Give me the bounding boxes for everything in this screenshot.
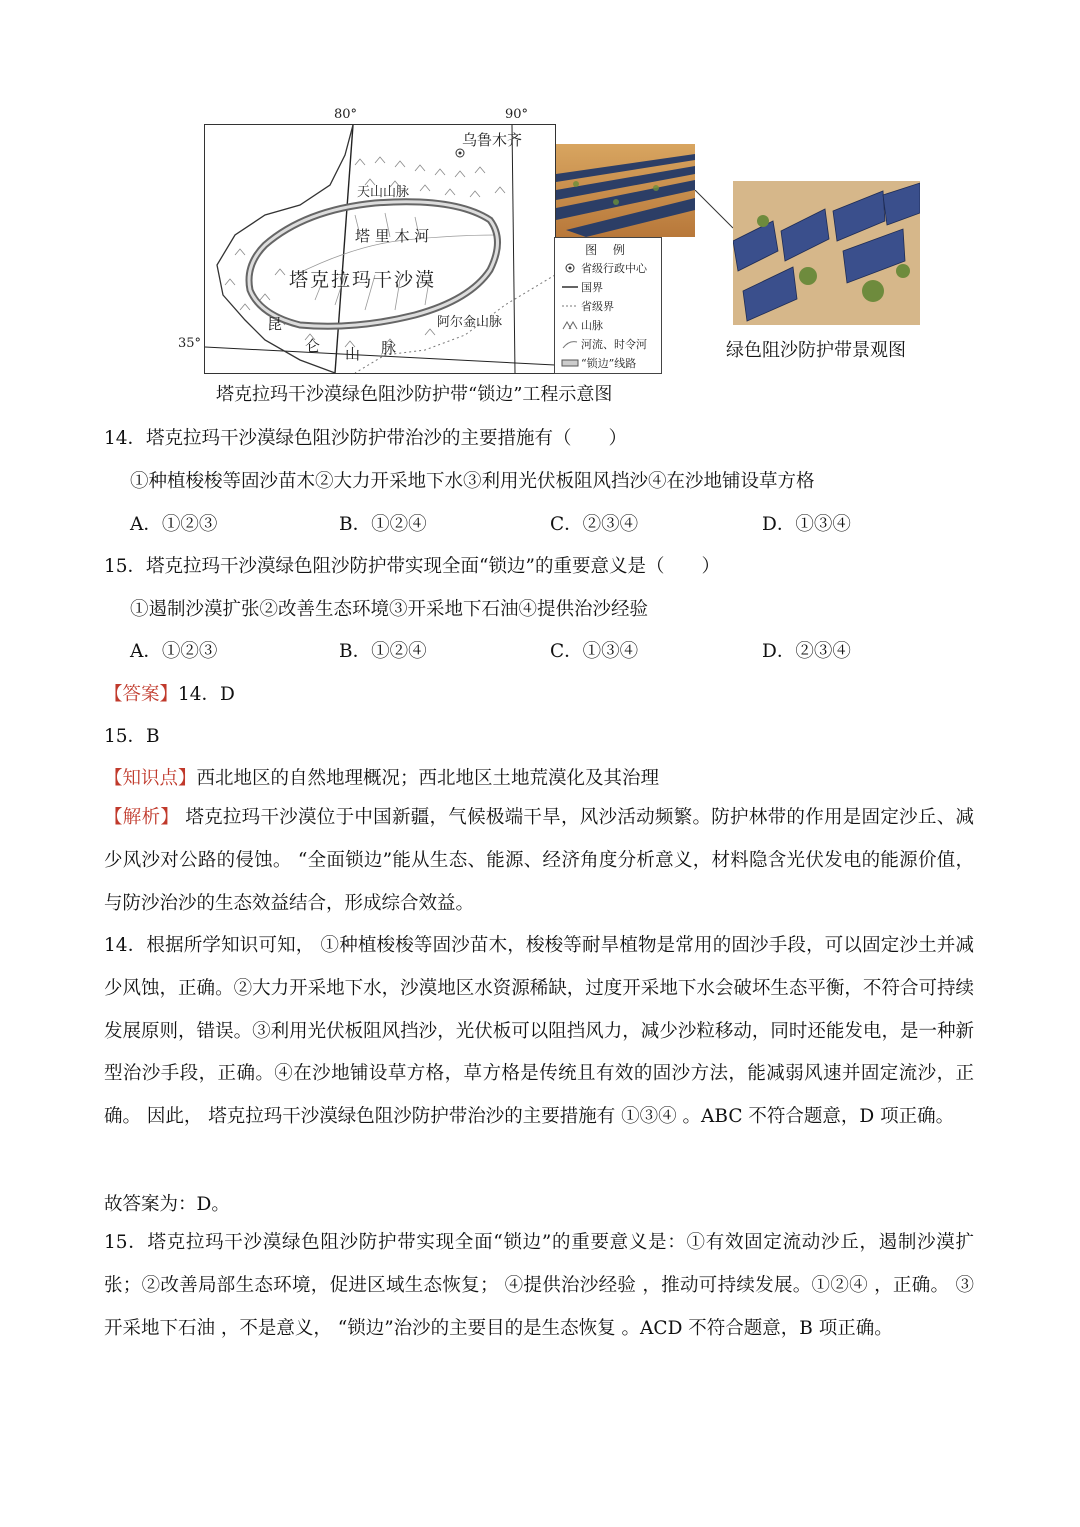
q15-option-b: B．①②④: [339, 641, 427, 662]
legend-item-river: [555, 334, 661, 353]
q15-option-a: A．①②③: [130, 641, 218, 662]
legend-label: 山脉: [581, 318, 603, 332]
analysis-q14: 14．根据所学知识可知， ①种植梭梭等固沙苗木，梭梭等耐旱植物是常用的固沙手段，可以固定沙土并减少风蚀，正确。②大力开采地下水，沙漠地区水资源稀缺，过度开采地下水会破坏生态平衡，不符合可持续发展原则，错误。③利用光伏板阻风挡沙，光伏板可以阻挡风力，减少沙粒移动，同时还能发电，是一种新型治沙手段，正确。④在沙地铺设草方格，草方格是传统且有效的固沙方法，能减弱风速并固定流沙，正确。 因此， 塔克拉玛干沙漠绿色阻沙防护带治沙的主要措施有 ①③④ 。ABC 不符合题意，D 项正确。: [104, 935, 974, 1128]
altun-label: 阿尔金山脉: [437, 315, 503, 330]
legend-item-national-border: [555, 277, 661, 296]
river-legend-icon: [559, 338, 581, 350]
meridian-80: [335, 125, 353, 373]
provincial-border-legend-icon: [559, 303, 581, 309]
meridian-90: [512, 125, 515, 373]
answer-tag: 【答案】: [104, 684, 179, 705]
map-legend: [554, 237, 662, 374]
solar-field-photo-large: [733, 181, 920, 325]
legend-label: “锁边”线路: [581, 356, 637, 370]
kunlun-char-1: 昆: [267, 315, 283, 333]
legend-item-mountain: [555, 315, 661, 334]
analysis-intro: [104, 797, 974, 925]
capital-legend-icon: [559, 262, 581, 274]
lock-route-legend-icon: [559, 359, 581, 367]
q15-stem: 15．塔克拉玛干沙漠绿色阻沙防护带实现全面“锁边”的重要意义是（ ）: [104, 556, 720, 577]
analysis-q15: 15．塔克拉玛干沙漠绿色阻沙防护带实现全面“锁边”的重要意义是：①有效固定流动沙丘，遏制沙漠扩张；②改善局部生态环境，促进区域生态恢复； ④提供治沙经验 ，推动可持续发展。①②④ ，正确。 ③ 开采地下石油 ，不是意义， “锁边”治沙的主要目的是生态恢复 。ACD 不符合题意，B 项正确。: [104, 1232, 974, 1339]
knowledge-line: [104, 764, 659, 790]
national-border: [217, 125, 353, 373]
lock-edge-route-inner: [249, 202, 498, 326]
legend-item-lock-route: [555, 353, 661, 372]
answer-line: [104, 680, 235, 706]
connector-line: [695, 190, 735, 230]
kunlun-char-2: 仑: [305, 337, 321, 355]
map-caption: 塔克拉玛干沙漠绿色阻沙防护带“锁边”工程示意图: [216, 384, 613, 405]
analysis-intro-text: 塔克拉玛干沙漠位于中国新疆，气候极端干旱，风沙活动频繁。防护林带的作用是固定沙丘、减少风沙对公路的侵蚀。 “全面锁边”能从生态、能源、经济角度分析意义，材料隐含光伏发电的能源价值，与防沙治沙的生态效益结合，形成综合效益。: [104, 807, 974, 914]
legend-item-capital: [555, 258, 661, 277]
legend-label: 国界: [581, 280, 603, 294]
latitude-35-label: 35°: [178, 336, 202, 351]
q15-option-d: D．②③④: [762, 641, 851, 662]
legend-label: 省级行政中心: [581, 261, 647, 275]
figure: [0, 0, 1080, 420]
parallel-35: [205, 347, 555, 365]
tianshan-label: 天山山脉: [357, 185, 410, 200]
mountain-legend-icon: [559, 320, 581, 330]
xinjiang-map: [204, 124, 556, 374]
analysis-q14-conclusion: 故答案为：D。: [104, 1194, 230, 1215]
legend-title: 图 例: [585, 243, 631, 257]
national-border-legend-icon: [559, 284, 581, 290]
desert-name-label: 塔克拉玛干沙漠: [289, 269, 437, 291]
q14-stem: 14．塔克拉玛干沙漠绿色阻沙防护带治沙的主要措施有（ ）: [104, 428, 628, 449]
answer-14: 14．D: [178, 684, 235, 705]
answer-15: 15．B: [104, 726, 160, 747]
kunlun-char-3: 山: [345, 345, 361, 363]
q14-option-b: B．①②④: [339, 514, 427, 535]
q14-option-c: C．②③④: [550, 514, 639, 535]
solar-field-photo-small: [556, 144, 695, 237]
longitude-80-label: 80°: [334, 107, 358, 122]
q15-option-c: C．①③④: [550, 641, 639, 662]
q15-items: ①遏制沙漠扩张②改善生态环境③开采地下石油④提供治沙经验: [130, 599, 649, 620]
tarim-river-label: 塔 里 木 河: [355, 227, 430, 245]
lock-edge-route-outer: [249, 202, 498, 326]
legend-label: 省级界: [581, 299, 614, 313]
knowledge-text: 西北地区的自然地理概况；西北地区土地荒漠化及其治理: [196, 768, 660, 789]
kunlun-char-4: 脉: [381, 339, 397, 357]
map-drawing: [205, 125, 555, 373]
legend-label: 河流、时令河: [581, 337, 647, 351]
legend-item-provincial-border: [555, 296, 661, 315]
longitude-90-label: 90°: [505, 107, 529, 122]
knowledge-tag: 【知识点】: [104, 768, 197, 789]
urumqi-label: 乌鲁木齐: [462, 131, 523, 149]
q14-option-a: A．①②③: [130, 514, 218, 535]
photo-caption: 绿色阻沙防护带景观图: [726, 340, 906, 361]
analysis-tag: 【解析】: [104, 807, 180, 828]
q14-items: ①种植梭梭等固沙苗木②大力开采地下水③利用光伏板阻风挡沙④在沙地铺设草方格: [130, 471, 815, 492]
q14-option-d: D．①③④: [762, 514, 851, 535]
